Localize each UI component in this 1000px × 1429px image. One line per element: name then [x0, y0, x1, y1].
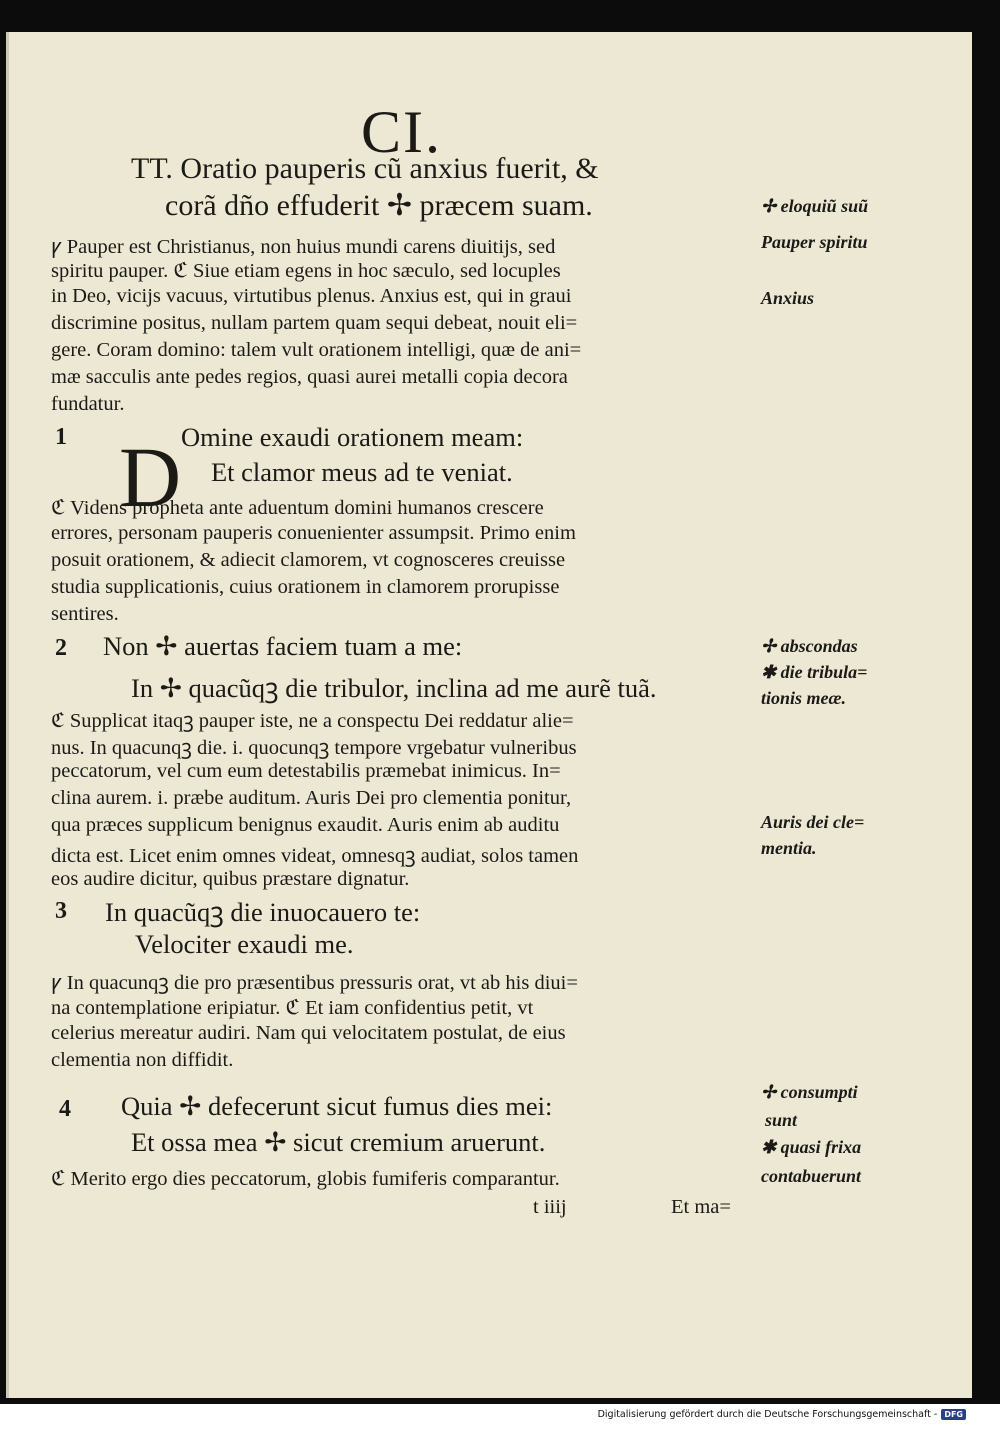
credit-text: Digitalisierung gefördert durch die Deutsche Forschungsgemeinschaft - [597, 1409, 938, 1420]
intro-line: spiritu pauper. ℭ Siue etiam egens in hoc sæculo, sed locuples [51, 260, 561, 282]
margin-note: mentia. [761, 838, 817, 858]
catchword: Et ma= [671, 1196, 731, 1218]
commentary-line: clina aurem. i. præbe auditum. Auris Dei pro clementia ponitur, [51, 787, 572, 809]
verse-line: Et clamor meus ad te veniat. [211, 457, 513, 487]
verse-line: Et ossa mea ✢ sicut cremium aruerunt. [131, 1127, 546, 1157]
intro-line: gere. Coram domino: talem vult orationem intelligi, quæ de ani= [51, 339, 582, 361]
intro-line: fundatur. [51, 393, 125, 415]
commentary-line: sentires. [51, 603, 119, 625]
verse-number: 2 [55, 635, 67, 661]
verse-line: Omine exaudi orationem meam: [181, 422, 524, 452]
intro-line: discrimine positus, nullam partem quam sequi debeat, nouit eli= [51, 312, 578, 334]
margin-note: ✢ eloquiũ suũ [761, 196, 869, 216]
commentary-line: errores, personam pauperis conuenienter assumpsit. Primo enim [51, 522, 576, 544]
verse-line: Non ✢ auertas faciem tuam a me: [103, 631, 463, 661]
commentary-line: peccatorum, vel cum eum detestabilis præmebat inimicus. In= [51, 760, 561, 782]
commentary-line: eos audire dicitur, quibus præstare dignatur. [51, 868, 410, 890]
commentary-line: nus. In quacunqꝫ die. i. quocunqꝫ tempore vrgebatur vulneribus [51, 737, 577, 759]
commentary-line: posuit orationem, & adiecit clamorem, vt cognosceres creuisse [51, 549, 566, 571]
verse-number: 1 [55, 424, 67, 450]
margin-note: Auris dei cle= [761, 812, 865, 832]
margin-note: Pauper spiritu [761, 232, 868, 252]
intro-line: mæ sacculis ante pedes regios, quasi aurei metalli copia decora [51, 366, 568, 388]
commentary-line: dicta est. Licet enim omnes videat, omnesqꝫ audiat, solos tamen [51, 845, 579, 867]
margin-note: Anxius [761, 288, 815, 308]
verse-line: In ✢ quacũqꝫ die tribulor, inclina ad me aurẽ tuã. [131, 673, 657, 703]
margin-note: sunt [765, 1110, 798, 1130]
verse-number: 4 [59, 1096, 71, 1122]
margin-note: ✢ abscondas [761, 636, 858, 656]
margin-note: ✢ consumpti [761, 1082, 858, 1102]
page-signature: t iiij [533, 1196, 567, 1218]
title-line-1: TT. Oratio pauperis cũ anxius fuerit, & [131, 152, 599, 185]
commentary-line: ℭ Merito ergo dies peccatorum, globis fumiferis comparantur. [51, 1168, 560, 1190]
psalm-number: CI. [361, 99, 442, 165]
verse-line: Velociter exaudi me. [135, 929, 354, 959]
commentary-line: ꝩ In quacunqꝫ die pro præsentibus pressuris orat, vt ab his diui= [51, 972, 578, 994]
title-line-2: corã dño effuderit ✢ præcem suam. [165, 189, 593, 222]
verse-line: In quacũqꝫ die inuocauero te: [105, 897, 421, 927]
verse-line: Quia ✢ defecerunt sicut fumus dies mei: [121, 1091, 553, 1121]
commentary-line: ℭ Videns propheta ante aduentum domini humanos crescere [51, 497, 544, 519]
dfg-logo-icon: DFG [941, 1409, 966, 1420]
margin-note: contabuerunt [761, 1166, 862, 1186]
drop-cap: D [119, 429, 182, 525]
verse-number: 3 [55, 898, 67, 924]
margin-note: tionis meæ. [761, 688, 847, 708]
book-page [6, 32, 972, 1398]
margin-note: ✱ quasi frixa [761, 1137, 862, 1157]
commentary-line: clementia non diffidit. [51, 1049, 234, 1071]
intro-line: ꝩ Pauper est Christianus, non huius mundi carens diuitijs, sed [51, 236, 556, 258]
commentary-line: na contemplatione eripiatur. ℭ Et iam confidentius petit, vt [51, 997, 534, 1019]
digitization-credit [598, 1409, 966, 1420]
commentary-line: ℭ Supplicat itaqꝫ pauper iste, ne a conspectu Dei reddatur alie= [51, 710, 574, 732]
commentary-line: studia supplicationis, cuius orationem in clamorem prorupisse [51, 576, 560, 598]
commentary-line: celerius mereatur audiri. Nam qui velocitatem postulat, de eius [51, 1022, 566, 1044]
intro-line: in Deo, vicijs vacuus, virtutibus plenus. Anxius est, qui in graui [51, 285, 572, 307]
margin-note: ✱ die tribula= [761, 662, 868, 682]
commentary-line: qua præces supplicum benignus exaudit. Auris enim ab auditu [51, 814, 560, 836]
